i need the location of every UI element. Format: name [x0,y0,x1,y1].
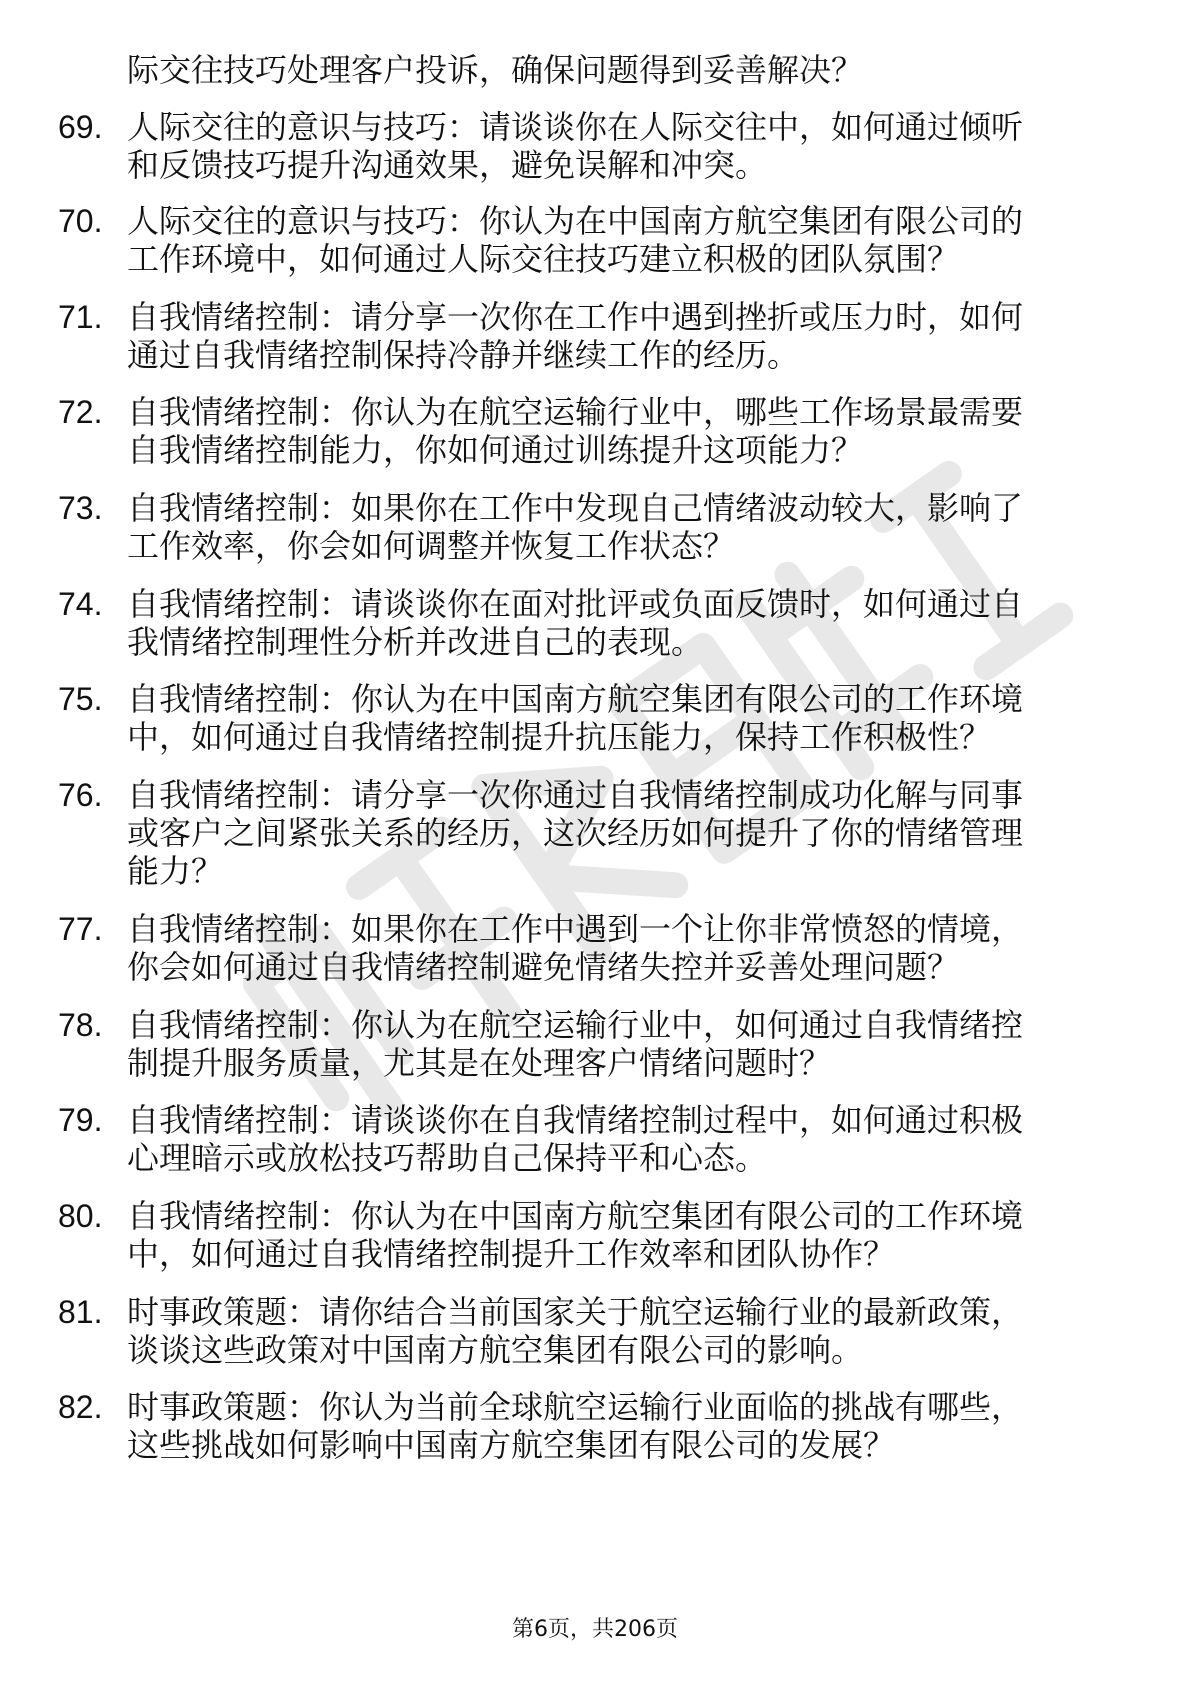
item-number: 79. [58,1102,103,1138]
item-number: 71. [58,299,103,335]
item-line: 自我情绪控制能力，你如何通过训练提升这项能力？ [127,431,864,469]
item-number: 81. [58,1294,103,1330]
item-text [127,489,1127,565]
item-line: 中，如何通过自我情绪控制提升抗压能力，保持工作积极性？ [127,718,992,756]
item-text [127,202,1127,278]
item-number: 82. [58,1389,103,1425]
item-number: 77. [58,911,103,947]
item-text [127,776,1127,890]
item-text [127,1101,1127,1177]
item-number: 74. [58,586,103,622]
item-number: 73. [58,490,103,526]
item-number: 78. [58,1007,103,1043]
item-line: 自我情绪控制：你认为在中国南方航空集团有限公司的工作环境 [127,1197,1024,1235]
item-number: 76. [58,777,103,813]
item-line: 我情绪控制理性分析并改进自己的表现。 [127,623,704,661]
item-number: 80. [58,1198,103,1234]
item-line: 工作效率，你会如何调整并恢复工作状态？ [127,527,736,565]
item-line: 自我情绪控制：如果你在工作中发现自己情绪波动较大，影响了 [127,489,1024,527]
page-footer-number: 第6页，共206页 [512,1617,678,1642]
item-line: 心理暗示或放松技巧帮助自己保持平和心态。 [127,1139,768,1177]
item-line: 时事政策题：你认为当前全球航空运输行业面临的挑战有哪些， [127,1388,1024,1426]
item-line: 自我情绪控制：你认为在中国南方航空集团有限公司的工作环境 [127,680,1024,718]
item-line: 和反馈技巧提升沟通效果，避免误解和冲突。 [127,146,768,184]
continued-question-text: 际交往技巧处理客户投诉，确保问题得到妥善解决？ [127,51,864,89]
item-line: 人际交往的意识与技巧：请谈谈你在人际交往中，如何通过倾听 [127,108,1024,146]
item-line: 人际交往的意识与技巧：你认为在中国南方航空集团有限公司的 [127,202,1024,240]
item-text [127,1293,1127,1369]
item-line: 自我情绪控制：你认为在航空运输行业中，如何通过自我情绪控 [127,1006,1024,1044]
item-line: 自我情绪控制：如果你在工作中遇到一个让你非常愤怒的情境， [127,910,1024,948]
item-text [127,1197,1127,1273]
item-line: 通过自我情绪控制保持冷静并继续工作的经历。 [127,336,800,374]
item-text [127,910,1127,986]
item-number: 69. [58,109,103,145]
item-line: 制提升服务质量，尤其是在处理客户情绪问题时？ [127,1044,832,1082]
item-line: 这些挑战如何影响中国南方航空集团有限公司的发展？ [127,1426,896,1464]
item-line: 你会如何通过自我情绪控制避免情绪失控并妥善处理问题？ [127,948,960,986]
item-text [127,1006,1127,1082]
item-line: 自我情绪控制：请谈谈你在面对批评或负面反馈时，如何通过自 [127,585,1024,623]
item-text [127,298,1127,374]
item-text [127,108,1127,184]
item-line: 工作环境中，如何通过人际交往技巧建立积极的团队氛围？ [127,240,960,278]
item-number: 70. [58,203,103,239]
item-line: 中，如何通过自我情绪控制提升工作效率和团队协作？ [127,1235,896,1273]
item-line: 自我情绪控制：请分享一次你在工作中遇到挫折或压力时，如何 [127,298,1024,336]
item-line: 能力？ [127,852,224,890]
item-line: 谈谈这些政策对中国南方航空集团有限公司的影响。 [127,1331,864,1369]
item-number: 75. [58,681,103,717]
item-line: 自我情绪控制：你认为在航空运输行业中，哪些工作场景最需要 [127,393,1024,431]
item-line: 时事政策题：请你结合当前国家关于航空运输行业的最新政策， [127,1293,1024,1331]
item-text [127,680,1127,756]
item-text [127,1388,1127,1464]
item-line: 自我情绪控制：请谈谈你在自我情绪控制过程中，如何通过积极 [127,1101,1024,1139]
item-number: 72. [58,394,103,430]
item-text [127,585,1127,661]
item-line: 自我情绪控制：请分享一次你通过自我情绪控制成功化解与同事 [127,776,1024,814]
item-line: 或客户之间紧张关系的经历，这次经历如何提升了你的情绪管理 [127,814,1024,852]
item-text [127,393,1127,469]
